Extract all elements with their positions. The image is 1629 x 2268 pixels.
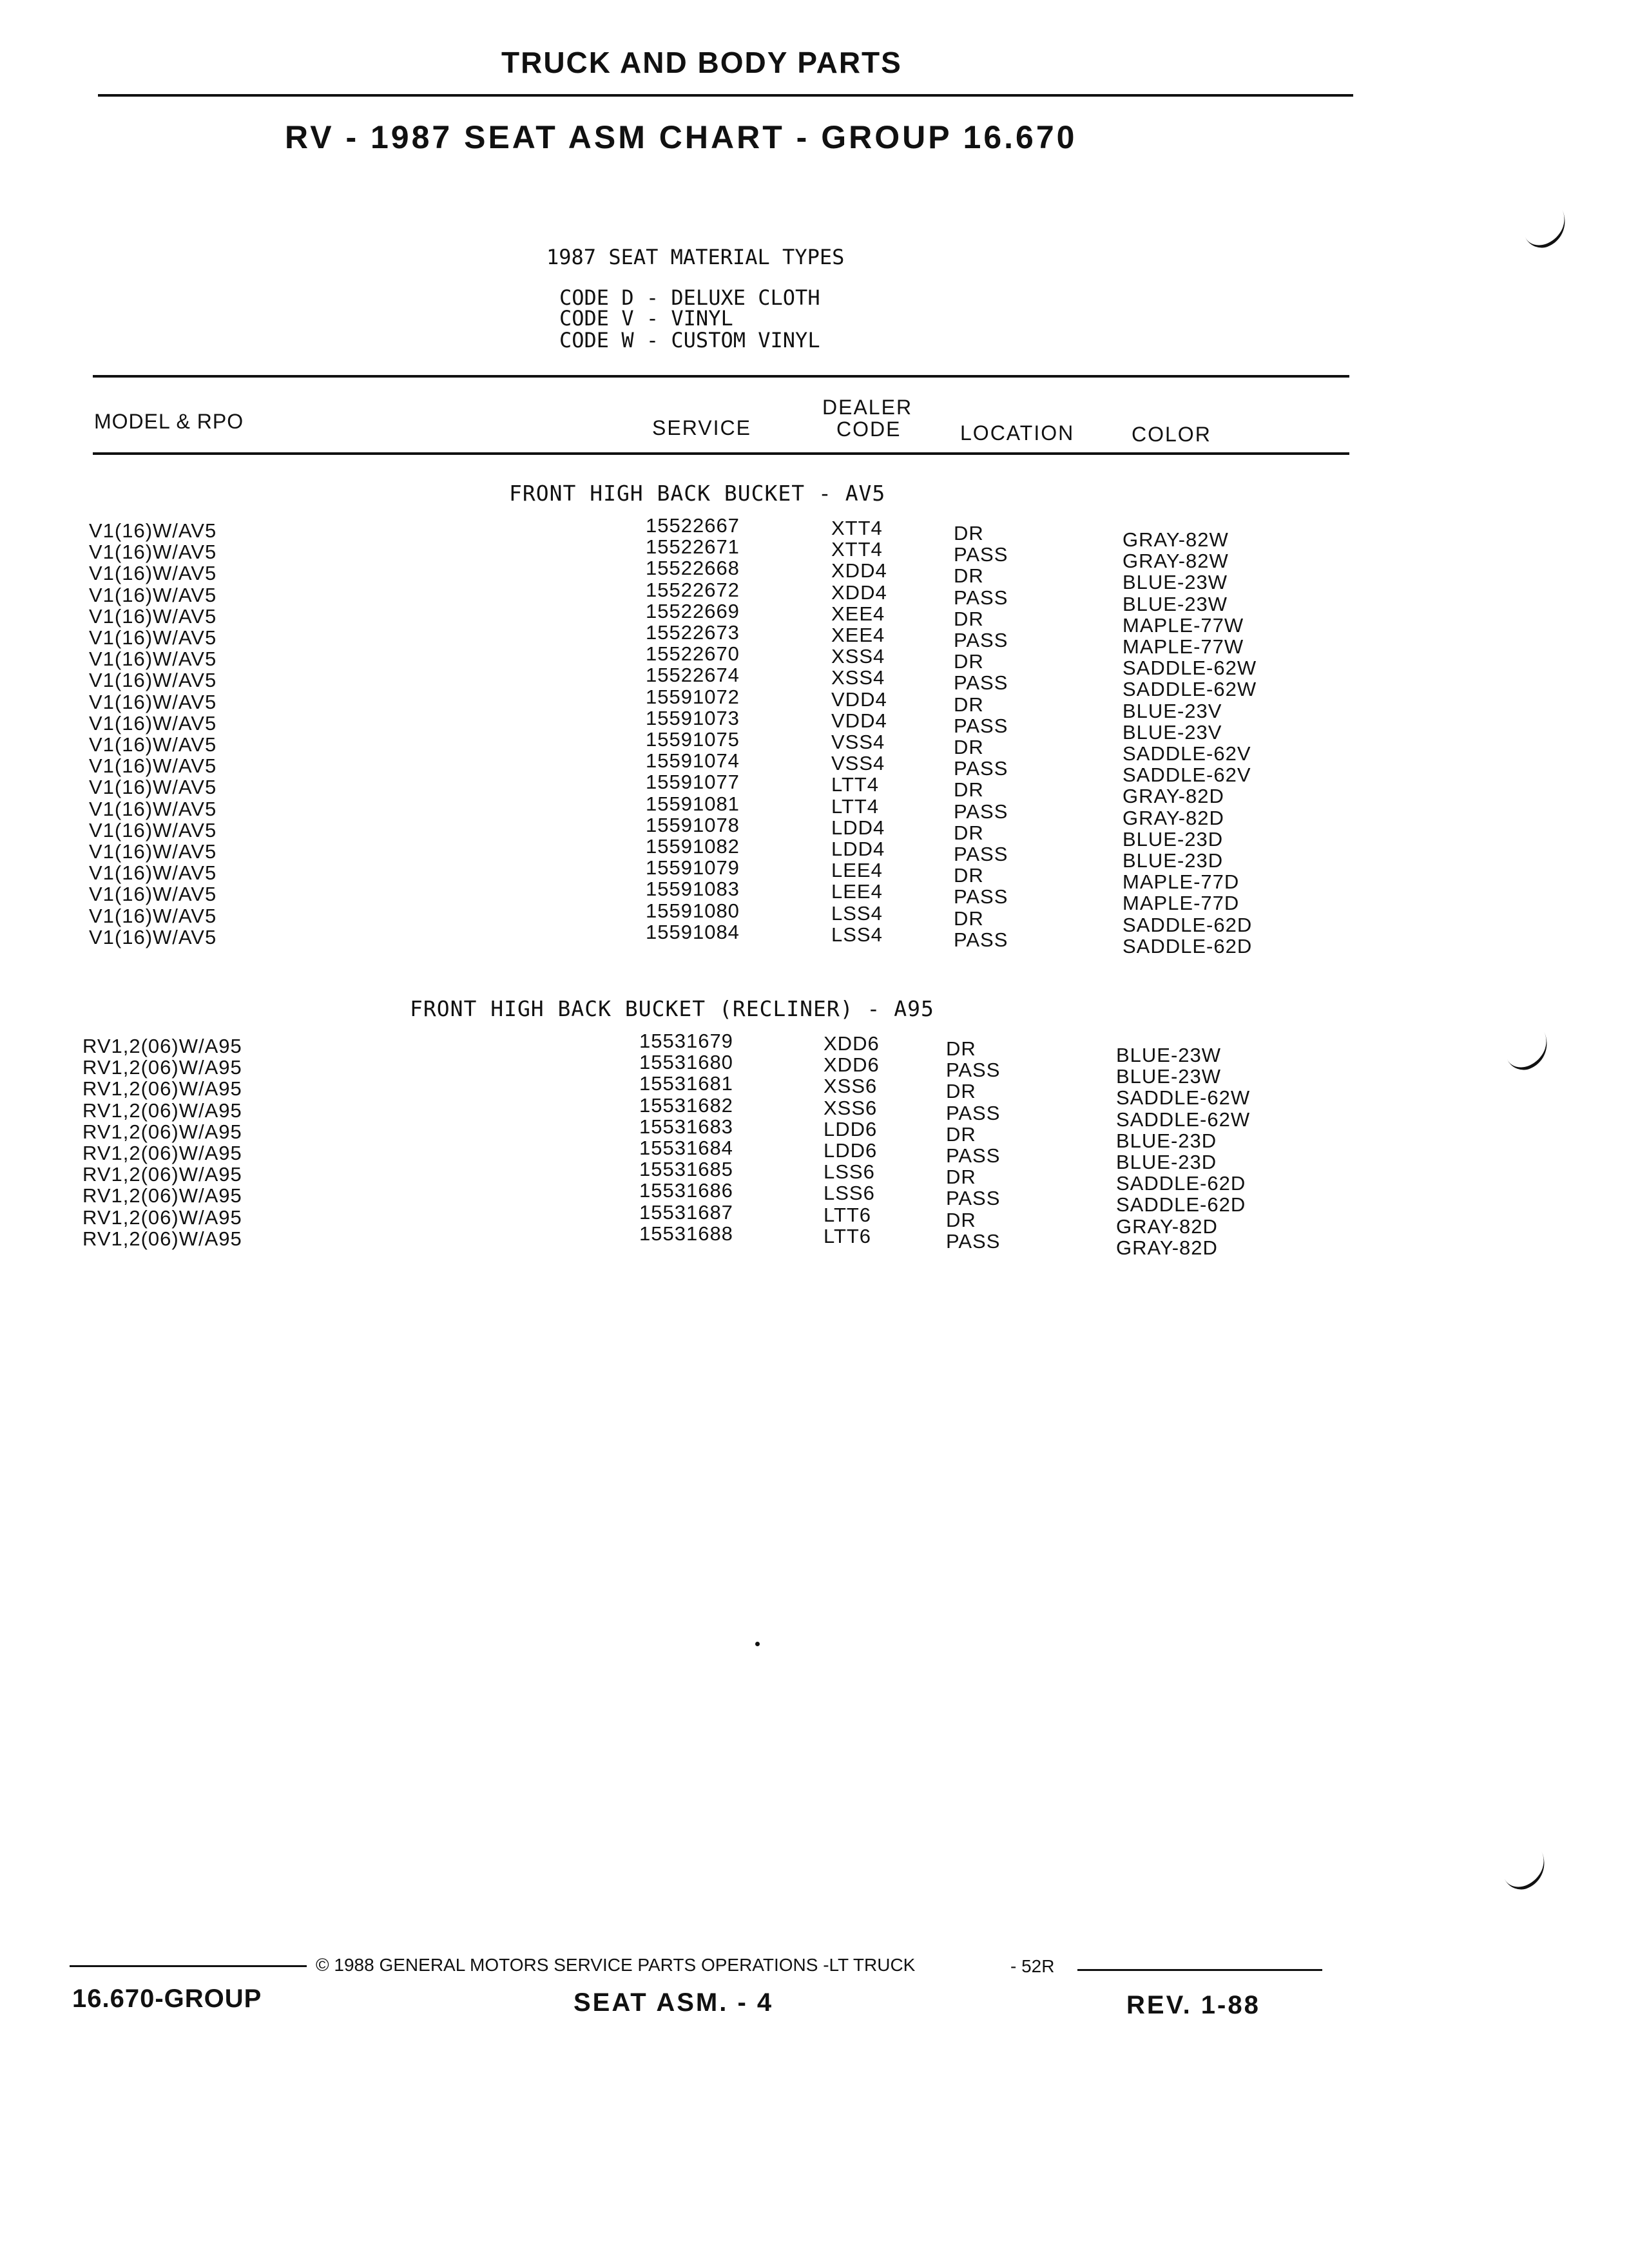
cell-model: V1(16)W/AV5 [89,840,217,863]
cell-color: MAPLE-77D [1123,870,1240,894]
cell-dealer-code: XDD4 [831,581,887,604]
cell-location: PASS [946,1144,1001,1167]
cell-model: V1(16)W/AV5 [89,754,217,778]
cell-dealer-code: XTT4 [831,538,883,561]
cell-dealer-code: LTT6 [824,1224,872,1247]
cell-color: MAPLE-77W [1123,635,1244,658]
material-code-w: CODE W - CUSTOM VINYL [559,328,820,352]
column-header-model: MODEL & RPO [94,410,244,433]
column-header-color: COLOR [1132,423,1211,446]
cell-color: BLUE-23W [1116,1044,1222,1066]
cell-color: GRAY-82W [1123,550,1229,573]
table-header-rule [93,452,1349,455]
cell-model: V1(16)W/AV5 [89,797,217,820]
chart-title: RV - 1987 SEAT ASM CHART - GROUP 16.670 [285,119,1077,155]
cell-location: PASS [954,543,1008,566]
page-top-title: TRUCK AND BODY PARTS [501,46,902,79]
cell-color: BLUE-23W [1123,592,1228,615]
cell-service: 15522668 [646,557,740,580]
cell-color: BLUE-23V [1123,720,1222,744]
cell-model: RV1,2(06)W/A95 [82,1163,242,1186]
cell-color: SADDLE-62V [1123,742,1251,765]
cell-dealer-code: LSS4 [831,901,883,925]
cell-service: 15531686 [639,1179,733,1202]
cell-model: RV1,2(06)W/A95 [82,1099,242,1122]
margin-mark-bottom [1500,1850,1553,1895]
footer-rule-left [70,1965,307,1967]
cell-service: 15591082 [646,835,740,858]
cell-service: 15522672 [646,578,740,601]
cell-model: V1(16)W/AV5 [89,669,217,692]
cell-location: DR [946,1080,976,1103]
cell-color: SADDLE-62W [1123,657,1257,680]
material-code-d: CODE D - DELUXE CLOTH [559,285,820,310]
stray-dot [755,1642,760,1646]
cell-model: V1(16)W/AV5 [89,519,217,542]
cell-model: RV1,2(06)W/A95 [82,1184,242,1207]
column-header-service: SERVICE [652,416,751,439]
cell-location: DR [954,778,984,802]
cell-location: PASS [954,757,1008,780]
cell-model: RV1,2(06)W/A95 [82,1120,242,1143]
cell-service: 15531680 [639,1051,733,1074]
margin-mark-middle [1503,1030,1556,1075]
cell-service: 15591081 [646,792,740,815]
cell-color: BLUE-23W [1123,571,1228,594]
cell-model: V1(16)W/AV5 [89,711,217,735]
cell-color: SADDLE-62V [1123,764,1251,787]
cell-location: DR [954,907,984,930]
cell-color: BLUE-23D [1116,1151,1217,1173]
footer-rule-right [1077,1969,1322,1971]
cell-color: BLUE-23D [1116,1129,1217,1152]
cell-service: 15591084 [646,920,740,943]
cell-dealer-code: XTT4 [831,517,883,539]
cell-model: V1(16)W/AV5 [89,861,217,885]
cell-model: V1(16)W/AV5 [89,690,217,713]
cell-location: DR [954,821,984,844]
cell-service: 15531682 [639,1093,733,1117]
cell-color: SADDLE-62D [1123,934,1253,957]
cell-service: 15522673 [646,621,740,644]
cell-color: SADDLE-62W [1116,1086,1251,1110]
cell-dealer-code: VSS4 [831,752,885,775]
cell-color: MAPLE-77W [1123,613,1244,637]
cell-color: SADDLE-62D [1116,1193,1246,1216]
header-divider [98,94,1353,97]
cell-model: V1(16)W/AV5 [89,604,217,628]
footer-group: 16.670-GROUP [72,1984,262,2013]
cell-location: DR [954,650,984,673]
cell-color: BLUE-23D [1123,849,1224,872]
cell-dealer-code: VDD4 [831,709,887,732]
cell-model: RV1,2(06)W/A95 [82,1142,242,1164]
column-header-location: LOCATION [960,421,1075,445]
cell-model: RV1,2(06)W/A95 [82,1056,242,1079]
section-title-a95: FRONT HIGH BACK BUCKET (RECLINER) - A95 [410,996,934,1021]
cell-model: RV1,2(06)W/A95 [82,1077,242,1100]
cell-service: 15591078 [646,813,740,836]
cell-service: 15522671 [646,535,740,559]
cell-dealer-code: XEE4 [831,602,885,625]
cell-location: DR [954,607,984,630]
cell-service: 15531679 [639,1030,733,1052]
cell-model: V1(16)W/AV5 [89,925,217,948]
footer-page-code: - 52R [1010,1956,1055,1976]
cell-service: 15591077 [646,771,740,794]
cell-location: PASS [946,1101,1001,1124]
cell-color: BLUE-23V [1123,699,1222,722]
cell-service: 15531688 [639,1222,733,1245]
cell-service: 15522674 [646,664,740,687]
cell-service: 15522670 [646,642,740,666]
cell-dealer-code: VSS4 [831,731,885,753]
cell-location: PASS [954,586,1008,609]
cell-color: SADDLE-62W [1123,678,1257,701]
cell-location: DR [954,864,984,887]
cell-model: V1(16)W/AV5 [89,883,217,906]
cell-service: 15531685 [639,1158,733,1181]
cell-service: 15531687 [639,1200,733,1224]
footer-revision: REV. 1-88 [1126,1991,1260,2019]
cell-location: PASS [954,800,1008,823]
cell-dealer-code: LTT4 [831,794,880,818]
cell-model: V1(16)W/AV5 [89,541,217,564]
cell-location: DR [954,564,984,588]
cell-dealer-code: XDD6 [824,1053,880,1077]
cell-color: GRAY-82D [1116,1236,1218,1259]
cell-color: SADDLE-62W [1116,1108,1251,1131]
footer-copyright: © 1988 GENERAL MOTORS SERVICE PARTS OPERATIONS -LT TRUCK [316,1955,916,1975]
cell-location: PASS [954,629,1008,651]
cell-service: 15531684 [639,1137,733,1159]
cell-color: GRAY-82D [1116,1215,1218,1238]
cell-location: DR [954,736,984,758]
cell-color: GRAY-82D [1123,806,1224,829]
cell-model: V1(16)W/AV5 [89,904,217,927]
cell-color: MAPLE-77D [1123,892,1240,915]
cell-model: RV1,2(06)W/A95 [82,1035,242,1057]
cell-color: SADDLE-62D [1123,913,1253,936]
cell-location: PASS [946,1229,1001,1253]
cell-dealer-code: LDD4 [831,816,885,839]
cell-location: DR [954,693,984,716]
cell-color: SADDLE-62D [1116,1172,1246,1195]
cell-dealer-code: LEE4 [831,880,883,903]
cell-location: PASS [946,1059,1001,1082]
cell-location: PASS [954,928,1008,951]
cell-model: V1(16)W/AV5 [89,776,217,799]
cell-model: V1(16)W/AV5 [89,648,217,671]
cell-color: BLUE-23D [1123,827,1224,850]
cell-location: PASS [954,671,1008,695]
cell-location: DR [946,1122,976,1146]
cell-model: V1(16)W/AV5 [89,626,217,649]
cell-service: 15531681 [639,1072,733,1095]
cell-dealer-code: XSS4 [831,645,885,668]
cell-dealer-code: XEE4 [831,624,885,646]
cell-location: PASS [954,714,1008,737]
cell-dealer-code: LSS4 [831,923,883,946]
cell-dealer-code: LSS6 [824,1160,875,1184]
cell-location: DR [946,1037,976,1060]
cell-service: 15591075 [646,728,740,751]
cell-dealer-code: XSS6 [824,1096,878,1119]
cell-service: 15531683 [639,1115,733,1138]
cell-location: PASS [954,885,1008,908]
cell-dealer-code: LDD6 [824,1139,878,1162]
cell-service: 15522669 [646,599,740,622]
cell-model: V1(16)W/AV5 [89,562,217,585]
footer-center-title: SEAT ASM. - 4 [574,1988,774,2017]
cell-color: GRAY-82W [1123,528,1229,551]
cell-model: V1(16)W/AV5 [89,583,217,606]
cell-model: V1(16)W/AV5 [89,818,217,841]
cell-color: GRAY-82D [1123,785,1224,808]
cell-dealer-code: LSS6 [824,1182,875,1205]
cell-dealer-code: LTT4 [831,773,880,796]
cell-dealer-code: XSS6 [824,1075,878,1098]
column-header-dealer: DEALER [822,396,913,419]
cell-model: RV1,2(06)W/A95 [82,1227,242,1250]
section-title-av5: FRONT HIGH BACK BUCKET - AV5 [509,481,886,506]
cell-model: V1(16)W/AV5 [89,733,217,756]
cell-service: 15591079 [646,856,740,879]
cell-service: 15591080 [646,899,740,922]
cell-service: 15591073 [646,706,740,729]
cell-dealer-code: XSS4 [831,666,885,689]
cell-location: PASS [954,843,1008,865]
cell-dealer-code: XDD6 [824,1032,880,1055]
cell-color: BLUE-23W [1116,1065,1222,1088]
material-code-v: CODE V - VINYL [559,306,733,331]
column-header-code: CODE [836,418,901,441]
table-top-rule [93,375,1349,378]
cell-dealer-code: XDD4 [831,559,887,582]
cell-service: 15591072 [646,685,740,708]
cell-location: PASS [946,1187,1001,1210]
cell-location: DR [946,1208,976,1231]
cell-service: 15591083 [646,878,740,901]
cell-dealer-code: LDD6 [824,1117,878,1140]
cell-location: DR [954,522,984,544]
cell-dealer-code: LEE4 [831,859,883,882]
cell-service: 15591074 [646,749,740,773]
cell-location: DR [946,1166,976,1189]
cell-dealer-code: LDD4 [831,838,885,860]
cell-service: 15522667 [646,514,740,537]
materials-heading: 1987 SEAT MATERIAL TYPES [546,245,845,269]
cell-model: RV1,2(06)W/A95 [82,1206,242,1229]
cell-dealer-code: VDD4 [831,687,887,711]
margin-mark-top [1521,208,1574,253]
cell-dealer-code: LTT6 [824,1203,872,1226]
